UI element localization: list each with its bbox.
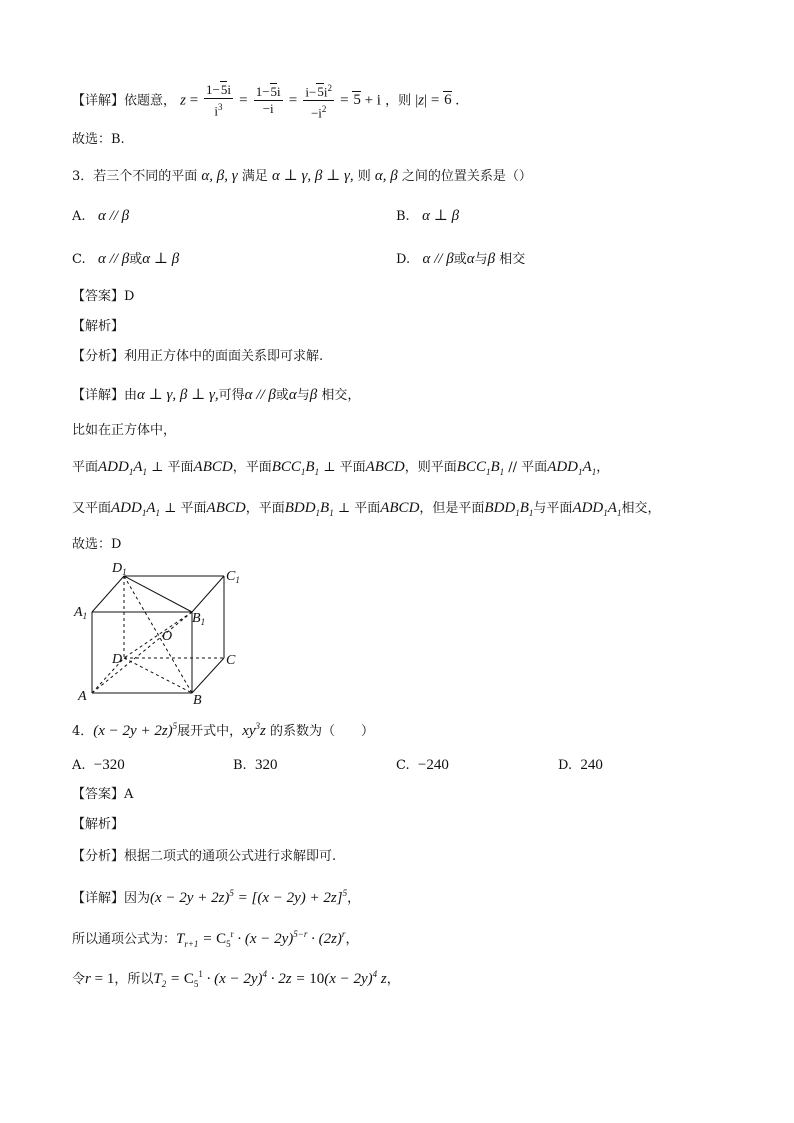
option-4d: D. 240 xyxy=(558,757,603,773)
question-4: 4．$(x - 2y + 2z)^5$展开式中，$xy^3z$ 的系数为（ ） xyxy=(72,721,375,739)
label-b1: $B_1$ xyxy=(192,611,206,627)
detail-line-1: 【详解】依题意， z = $\frac{1-5i}{i^3}$ = $\frac{1-5i}{-i}$ = $\frac{i-5i^2}{-i^2}$ = 5 + i ，则 |z| = 6 . xyxy=(72,80,459,122)
xiangjie-4: 【详解】因为$(x - 2y + 2z)^5 = [(x - 2y) + 2z]^5$， xyxy=(72,888,361,906)
label-d1: $D_1$ xyxy=(112,561,127,577)
xiangjie-3: 【详解】由α ⊥ γ, β ⊥ γ,可得α // β或α与β 相交， xyxy=(72,387,361,403)
substitution: 令r = 1，所以$T_2 = C_5^1 \cdot (x - 2y)^4 \cdot 2z = 10(x - 2y)^4$ z， xyxy=(72,969,400,989)
answer-4: 【答案】A xyxy=(72,787,134,802)
option-3b: B. α ⊥ β xyxy=(396,208,460,224)
label-c: C xyxy=(226,653,236,668)
option-4b: B. 320 xyxy=(233,757,278,773)
select-3: 故选：D xyxy=(72,537,122,552)
label-o: O xyxy=(162,629,173,644)
cube-diagram xyxy=(72,558,252,708)
plane-line-2: 又平面$ADD_1A_1$ ⊥ 平面ABCD，平面$BDD_1B_1$ ⊥ 平面ABCD，但是平面$BDD_1B_1$与平面$ADD_1A_1$相交， xyxy=(72,500,661,518)
text: 【详解】依题意， xyxy=(72,93,177,109)
option-3c: C. α // β或α ⊥ β xyxy=(72,251,180,267)
option-4a: A. −320 xyxy=(72,757,125,773)
text: ，则 xyxy=(385,93,412,109)
general-term: 所以通项公式为：$T_{r+1} = C_5^r \cdot (x - 2y)^{5-r} \cdot (2z)^r$， xyxy=(72,929,359,949)
text: 之间的位置关系是（） xyxy=(401,169,532,184)
label-c1: $C_1$ xyxy=(226,569,240,585)
fenxi-4: 【分析】根据二项式的通项公式进行求解即可. xyxy=(72,849,337,864)
option-3a: A. α // β xyxy=(72,208,130,224)
answer-3: 【答案】D xyxy=(72,289,135,304)
label-a1: $A_1$ xyxy=(74,605,88,621)
plane-line-1: 平面$ADD_1A_1$ ⊥ 平面ABCD，平面$BCC_1B_1$ ⊥ 平面ABCD，则平面$BCC_1B_1$ // 平面$ADD_1A_1$， xyxy=(72,459,610,477)
label-a: A xyxy=(78,689,87,704)
analysis-4: 【解析】 xyxy=(72,817,125,832)
select-line: 故选：B. xyxy=(72,132,125,147)
label-d: D xyxy=(112,652,123,667)
option-4c: C. −240 xyxy=(396,757,449,773)
cube-intro: 比如在正方体中， xyxy=(72,423,177,438)
label-b: B xyxy=(193,693,202,708)
option-3d: D. α // β或α与β 相交 xyxy=(396,251,526,267)
text: 满足 xyxy=(241,169,268,184)
fenxi-3: 【分析】利用正方体中的面面关系即可求解. xyxy=(72,349,324,364)
question-3: 3．若三个不同的平面 α, β, γ 满足 α ⊥ γ, β ⊥ γ, 则 α, β 之间的位置关系是（） xyxy=(72,168,532,184)
text: 则 xyxy=(357,169,371,184)
analysis-3: 【解析】 xyxy=(72,319,125,334)
text: 3．若三个不同的平面 xyxy=(72,169,198,184)
